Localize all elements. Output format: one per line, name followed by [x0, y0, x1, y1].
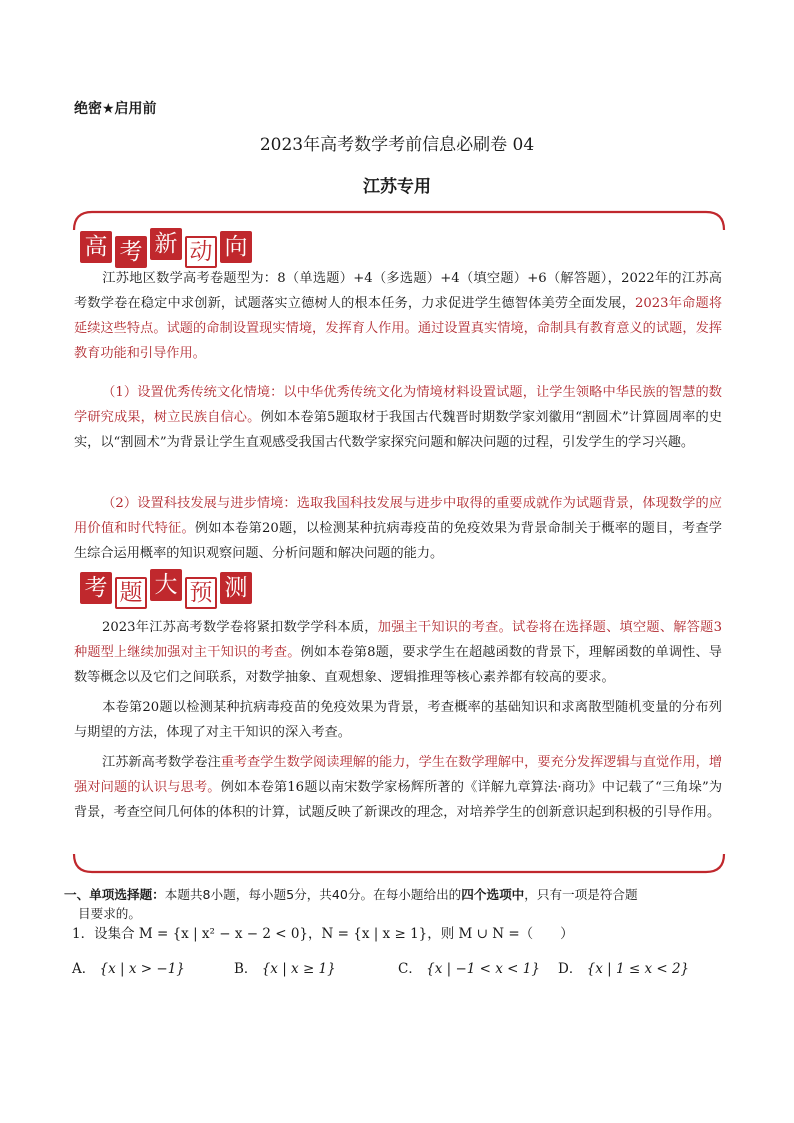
option-letter: B．: [234, 961, 258, 977]
intro-paragraph-3: [74, 491, 722, 566]
text: 江苏地区数学高考卷题型为：8（单选题）+4（多选题）+4（填空题）+6（解答题），2022年的江苏高考数学卷在稳定中求创新，试题落实立德树人的根本任务，力求促进学生德智体美劳全面发展，: [74, 271, 722, 311]
banner-char: 新: [150, 228, 182, 260]
banner-char: 动: [185, 236, 217, 268]
section-text: 本题共8小题，每小题5分，共40分。在每小题给出的: [164, 887, 462, 902]
highlight-text: （1）设置优秀传统文化情境：以中华优秀传统文化为情境材料设置试题，让学生领略中华民族的智慧的数学研究成果，树立民族自信心。: [74, 385, 722, 425]
page-title: 2023年高考数学考前信息必刷卷 04: [259, 135, 535, 155]
option-letter: D．: [558, 961, 583, 977]
text: 例如本卷第5题取材于我国古代魏晋时期数学家刘徽用“割圆术”计算圆周率的史实，以“割圆术”为背景让学生直观感受我国古代数学家探究问题和解决问题的过程，引发学生的学习兴趣。: [74, 410, 723, 450]
section-label: 一、单项选择题：: [64, 887, 165, 902]
text: 例如本卷第16题以南宋数学家杨辉所著的《详解九章算法·商功》中记载了“三角垛”为背景，考查空间几何体的体积的计算，试题反映了新课改的理念，对培养学生的创新意识起到积极的引导作用。: [74, 780, 723, 820]
intro-paragraph-1: [74, 266, 722, 366]
banner-char: 测: [220, 572, 252, 604]
predict-paragraph-2: [74, 695, 722, 745]
highlight-text: 重考查学生数学阅读理解的能力，学生在数学理解中，要充分发挥逻辑与直觉作用，增强对问题的认识与思考。: [74, 755, 723, 795]
option-letter: C．: [398, 961, 422, 977]
option-letter: A．: [72, 961, 96, 977]
banner-char: 大: [150, 569, 182, 601]
question-1-stem: 1．设集合 M = {x | x² − x − 2 < 0}，N = {x | x ≥ 1}，则 M ∪ N =（ ）: [72, 926, 574, 942]
banner-predictions: [80, 572, 252, 609]
section-heading: [64, 885, 728, 923]
text: 例如本卷第20题，以检测某种抗病毒疫苗的免疫效果为背景命制关于概率的题目，考查学生综合运用概率的知识观察问题、分析问题和解决问题的能力。: [74, 521, 722, 561]
banner-char: 高: [80, 231, 112, 263]
option-text: {x | x ≥ 1}: [261, 961, 336, 977]
predict-paragraph-3: [74, 750, 722, 825]
section-text-continued: 目要求的。: [78, 906, 141, 921]
banner-char: 题: [115, 577, 147, 609]
banner-char: 考: [115, 236, 147, 268]
banner-new-trends: [80, 231, 252, 268]
text: 本卷第20题以检测某种抗病毒疫苗的免疫效果为背景，考查概率的基础知识和求离散型随机变量的分布列与期望的方法，体现了对主干知识的深入考查。: [74, 700, 722, 740]
banner-char: 考: [80, 572, 112, 604]
highlight-text: 2023年命题将延续这些特点。试题的命制设置现实情境，发挥育人作用。通过设置真实情境，命制具有教育意义的试题，发挥教育功能和引导作用。: [74, 296, 723, 361]
highlight-text: （2）设置科技发展与进步情境：选取我国科技发展与进步中取得的重要成就作为试题背景，体现数学的应用价值和时代特征。: [74, 496, 722, 536]
text: 2023年江苏高考数学卷将紧扣数学学科本质，: [102, 620, 378, 635]
banner-char: 向: [220, 231, 252, 263]
option-d[interactable]: [558, 957, 689, 977]
option-text: {x | 1 ≤ x < 2}: [586, 961, 690, 977]
option-c[interactable]: [398, 957, 540, 977]
option-a[interactable]: [72, 957, 185, 977]
option-b[interactable]: [234, 957, 336, 977]
option-text: {x | −1 < x < 1}: [426, 961, 540, 977]
section-text: ，只有一项是符合题: [524, 887, 638, 902]
intro-paragraph-2: [74, 380, 722, 455]
option-text: {x | x > −1}: [99, 961, 185, 977]
secret-label: 绝密★启用前: [74, 101, 157, 117]
predict-paragraph-1: [74, 615, 722, 690]
banner-char: 预: [185, 577, 217, 609]
highlight-text: 加强主干知识的考查。试卷将在选择题、填空题、解答题3种题型上继续加强对主干知识的考查。: [74, 620, 723, 660]
text: 江苏新高考数学卷注: [102, 755, 221, 770]
text: 例如本卷第8题，要求学生在超越函数的背景下，理解函数的单调性、导数等概念以及它们之间联系，对数学抽象、直观想象、逻辑推理等核心素养都有较高的要求。: [74, 645, 722, 685]
section-bold: 四个选项中: [461, 887, 525, 902]
page-subtitle: 江苏专用: [363, 177, 431, 197]
